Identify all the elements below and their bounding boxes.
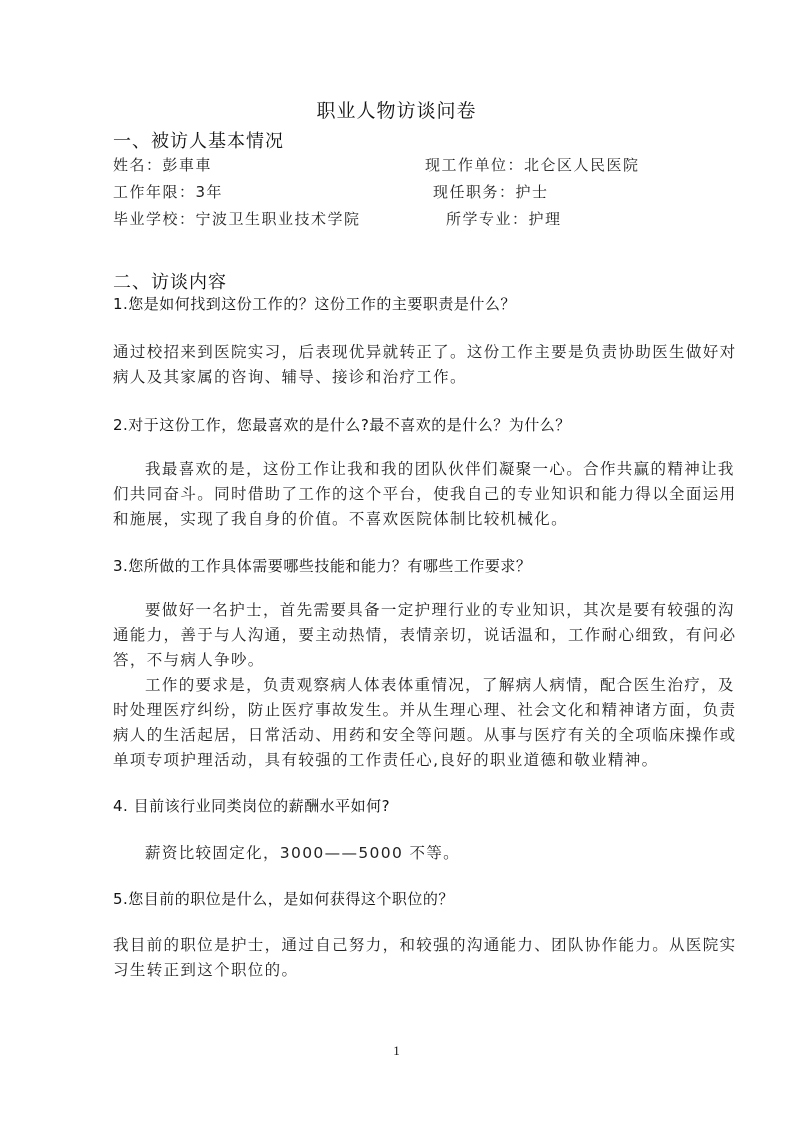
question-2: 2.对于这份工作，您最喜欢的是什么?最不喜欢的是什么？为什么？ bbox=[113, 416, 571, 434]
answer-line: 病人的生活起居，日常活动、用药和安全等问题。从事与医疗有关的全项临床操作或 bbox=[113, 726, 737, 744]
question-5: 5.您目前的职位是什么，是如何获得这个职位的？ bbox=[113, 890, 454, 908]
section-heading-basic-info: 一、被访人基本情况 bbox=[113, 131, 284, 152]
answer-3 bbox=[113, 598, 736, 773]
answer-line: 要做好一名护士，首先需要具备一定护理行业的专业知识，其次是要有较强的沟 bbox=[145, 601, 735, 619]
answer-4 bbox=[113, 841, 460, 866]
answer-line: 习生转正到这个职位的。 bbox=[113, 961, 299, 979]
answer-line: 和施展，实现了我自身的价值。不喜欢医院体制比较机械化。 bbox=[113, 510, 568, 528]
answer-line: 我最喜欢的是，这份工作让我和我的团队伙伴们凝聚一心。合作共赢的精神让我 bbox=[145, 460, 735, 478]
section-heading-interview: 二、访谈内容 bbox=[113, 272, 227, 293]
interviewee-years: 工作年限：3年 bbox=[113, 183, 224, 201]
interviewee-workplace: 现工作单位：北仑区人民医院 bbox=[425, 156, 640, 174]
answer-line: 单项专项护理活动，具有较强的工作责任心,良好的职业道德和敬业精神。 bbox=[113, 751, 659, 769]
answer-line: 答，不与病人争吵。 bbox=[113, 651, 265, 669]
interviewee-name: 姓名：彭車車 bbox=[113, 156, 213, 174]
answer-line: 通能力，善于与人沟通，要主动热情，表情亲切，说话温和，工作耐心细致，有问必 bbox=[113, 626, 737, 644]
answer-line: 病人及其家属的咨询、辅导、接诊和治疗工作。 bbox=[113, 368, 467, 386]
answer-line: 薪资比较固定化，3000——5000 不等。 bbox=[145, 844, 461, 862]
answer-line: 时处理医疗纠纷，防止医疗事故发生。并从生理心理、社会文化和精神诸方面，负责 bbox=[113, 701, 737, 719]
question-3: 3.您所做的工作具体需要哪些技能和能力？有哪些工作要求？ bbox=[113, 557, 532, 575]
interviewee-major: 所学专业：护理 bbox=[446, 210, 562, 228]
interviewee-position: 现任职务：护士 bbox=[433, 183, 549, 201]
question-1: 1.您是如何找到这份工作的？这份工作的主要职责是什么？ bbox=[113, 295, 516, 313]
page-number: 1 bbox=[393, 1043, 400, 1058]
interviewee-school: 毕业学校：宁波卫生职业技术学院 bbox=[113, 210, 361, 228]
answer-line: 们共同奋斗。同时借助了工作的这个平台，使我自己的专业知识和能力得以全面运用 bbox=[113, 485, 737, 503]
document-title: 职业人物访谈问卷 bbox=[316, 100, 477, 122]
answer-line: 通过校招来到医院实习，后表现优异就转正了。这份工作主要是负责协助医生做好对 bbox=[113, 343, 737, 361]
answer-2 bbox=[113, 457, 736, 532]
answer-line: 工作的要求是，负责观察病人体表体重情况，了解病人病情，配合医生治疗，及 bbox=[145, 676, 735, 694]
answer-5 bbox=[113, 933, 736, 983]
answer-line: 我目前的职位是护士，通过自己努力，和较强的沟通能力、团队协作能力。从医院实 bbox=[113, 936, 737, 954]
question-4: 4. 目前该行业同类岗位的薪酬水平如何? bbox=[113, 797, 391, 815]
answer-1 bbox=[113, 340, 736, 390]
